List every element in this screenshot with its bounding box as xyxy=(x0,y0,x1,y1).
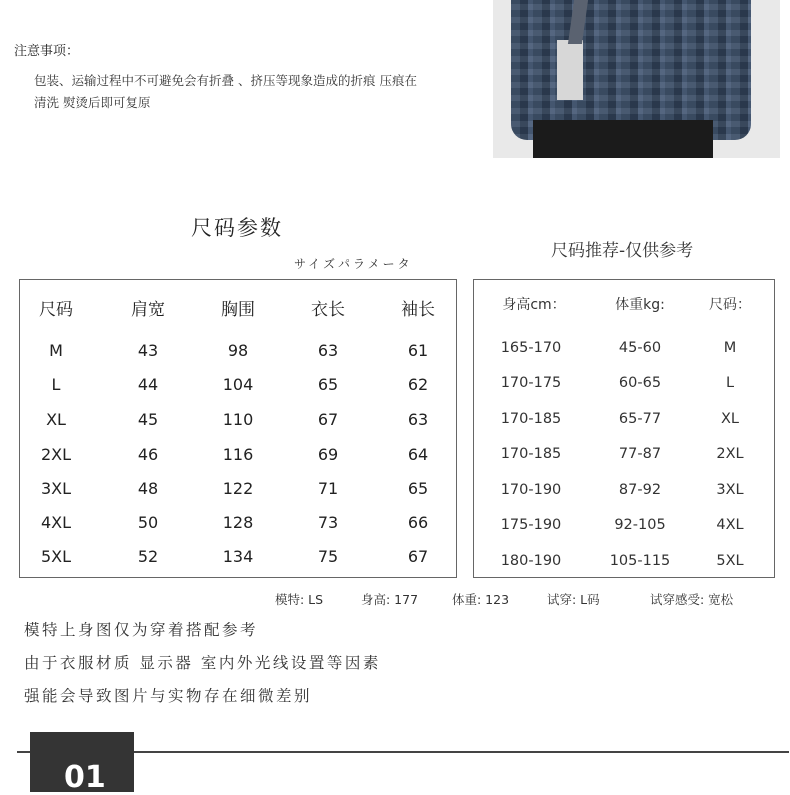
recommend-cell: 92-105 xyxy=(614,517,666,533)
recommend-cell: 175-190 xyxy=(500,517,562,533)
size-cell: M xyxy=(49,341,63,360)
model-weight: 体重: 123 xyxy=(452,592,510,607)
size-table-header xyxy=(20,297,456,323)
table-row xyxy=(20,442,456,468)
size-cell: 67 xyxy=(407,547,429,566)
size-cell: 50 xyxy=(137,513,159,532)
size-header-cell: 衣长 xyxy=(311,300,345,320)
size-cell: 69 xyxy=(317,445,339,464)
size-header-cell: 尺码 xyxy=(39,300,73,320)
size-header-cell: 袖长 xyxy=(401,300,435,320)
size-table-title: 尺码参数 xyxy=(191,216,283,240)
recommend-header-cell: 身高cm： xyxy=(502,297,566,313)
size-cell: 62 xyxy=(407,375,429,394)
size-cell: 2XL xyxy=(40,445,72,464)
recommend-cell: 170-175 xyxy=(500,375,562,391)
table-row xyxy=(20,476,456,502)
size-cell: 128 xyxy=(222,513,254,532)
recommend-cell: L xyxy=(725,375,735,391)
notice-body xyxy=(34,70,484,114)
size-cell: 65 xyxy=(407,479,429,498)
recommend-cell: M xyxy=(723,340,737,356)
size-cell: 64 xyxy=(407,445,429,464)
size-cell: 46 xyxy=(137,445,159,464)
size-cell: 134 xyxy=(222,547,254,566)
product-photo xyxy=(493,0,780,158)
recommend-cell: 77-87 xyxy=(618,446,662,462)
recommend-cell: 165-170 xyxy=(500,340,562,356)
recommend-cell: 65-77 xyxy=(618,411,662,427)
size-cell: 67 xyxy=(317,410,339,429)
size-cell: 116 xyxy=(222,445,254,464)
size-cell: 43 xyxy=(137,341,159,360)
size-cell: 4XL xyxy=(40,513,72,532)
table-row xyxy=(474,406,774,432)
size-cell: 66 xyxy=(407,513,429,532)
size-cell: 71 xyxy=(317,479,339,498)
size-cell: 63 xyxy=(317,341,339,360)
recommend-table-header xyxy=(474,292,774,318)
recommend-cell: 105-115 xyxy=(609,553,671,569)
table-row xyxy=(20,544,456,570)
size-cell: 63 xyxy=(407,410,429,429)
recommend-cell: 3XL xyxy=(716,482,744,498)
disclaimer-line-2: 由于衣服材质 显示器 室内外光线设置等因素 xyxy=(24,654,381,672)
table-row xyxy=(20,338,456,364)
size-cell: 52 xyxy=(137,547,159,566)
recommend-table-title: 尺码推荐-仅供参考 xyxy=(551,241,694,261)
recommend-cell: 170-190 xyxy=(500,482,562,498)
recommend-cell: 4XL xyxy=(716,517,744,533)
model-height: 身高: 177 xyxy=(361,592,419,607)
size-cell: L xyxy=(51,375,61,394)
size-cell: XL xyxy=(46,410,66,429)
size-cell: 98 xyxy=(227,341,249,360)
size-cell: 73 xyxy=(317,513,339,532)
size-cell: 61 xyxy=(407,341,429,360)
recommend-table xyxy=(473,279,775,578)
model-name: 模特: LS xyxy=(275,592,324,607)
size-cell: 5XL xyxy=(40,547,72,566)
size-cell: 122 xyxy=(222,479,254,498)
table-row xyxy=(474,370,774,396)
size-table xyxy=(19,279,457,578)
table-row xyxy=(474,548,774,574)
table-row xyxy=(474,477,774,503)
recommend-cell: 170-185 xyxy=(500,411,562,427)
disclaimer-line-1: 模特上身图仅为穿着搭配参考 xyxy=(24,621,259,639)
table-row xyxy=(20,407,456,433)
recommend-cell: 60-65 xyxy=(618,375,662,391)
notice-line-1: 包装、运输过程中不可避免会有折叠 、挤压等现象造成的折痕 压痕在 xyxy=(34,73,417,88)
table-row xyxy=(474,441,774,467)
recommend-header-cell: 体重kg: xyxy=(615,297,665,313)
recommend-header-cell: 尺码： xyxy=(709,297,751,313)
table-row xyxy=(474,335,774,361)
size-header-cell: 肩宽 xyxy=(131,300,165,320)
section-number: 01 xyxy=(64,760,106,795)
recommend-cell: XL xyxy=(720,411,739,427)
size-cell: 3XL xyxy=(40,479,72,498)
model-fit-feel: 试穿感受: 宽松 xyxy=(650,592,734,607)
size-cell: 110 xyxy=(222,410,254,429)
recommend-cell: 180-190 xyxy=(500,553,562,569)
size-cell: 104 xyxy=(222,375,254,394)
recommend-cell: 87-92 xyxy=(618,482,662,498)
recommend-cell: 2XL xyxy=(716,446,744,462)
recommend-cell: 5XL xyxy=(716,553,744,569)
notice-title: 注意事项： xyxy=(14,44,80,59)
table-row xyxy=(20,510,456,536)
size-cell: 75 xyxy=(317,547,339,566)
recommend-cell: 45-60 xyxy=(618,340,662,356)
size-cell: 65 xyxy=(317,375,339,394)
recommend-cell: 170-185 xyxy=(500,446,562,462)
model-tried-size: 试穿: L码 xyxy=(547,592,600,607)
table-row xyxy=(474,512,774,538)
size-cell: 48 xyxy=(137,479,159,498)
size-table-subtitle: サイズパラメータ xyxy=(294,257,413,271)
size-header-cell: 胸围 xyxy=(221,300,255,320)
disclaimer-line-3: 强能会导致图片与实物存在细微差别 xyxy=(24,687,313,705)
notice-line-2: 清洗 熨烫后即可复原 xyxy=(34,95,151,110)
size-cell: 45 xyxy=(137,410,159,429)
table-row xyxy=(20,372,456,398)
size-cell: 44 xyxy=(137,375,159,394)
